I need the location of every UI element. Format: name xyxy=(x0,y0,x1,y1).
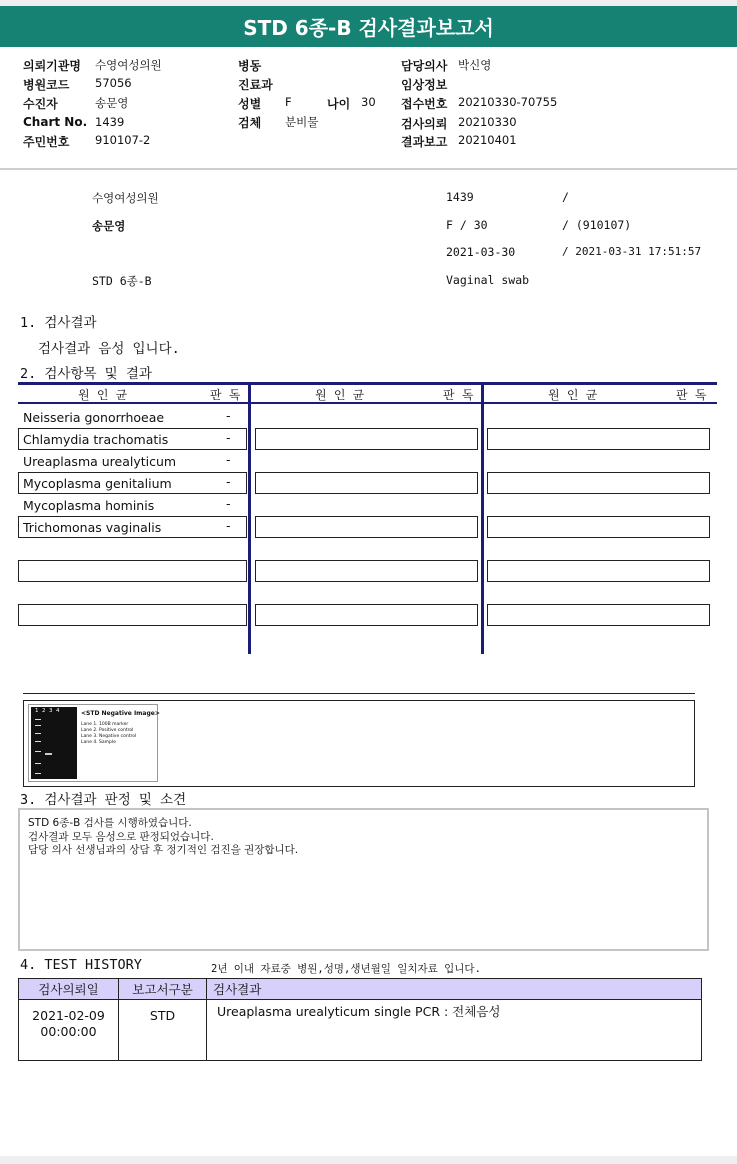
summary-test-name: STD 6종-B xyxy=(92,274,152,288)
dept-label: 진료과 xyxy=(238,78,273,92)
gel-top-rule xyxy=(23,693,695,694)
marker-band xyxy=(35,741,41,742)
marker-band xyxy=(35,773,41,774)
pathogen-result: - xyxy=(226,430,231,445)
section4-note: 2년 이내 자료중 병원,성명,생년월일 일치자료 입니다. xyxy=(211,963,481,975)
marker-band xyxy=(35,719,41,720)
ward-label: 병동 xyxy=(238,59,262,73)
col-pathogen-2: 원 인 균 xyxy=(315,388,365,402)
col-result-3: 판 독 xyxy=(676,388,707,402)
sex-label: 성별 xyxy=(238,97,262,111)
report-date-value: 20210401 xyxy=(458,133,517,147)
row-box xyxy=(487,428,710,450)
history-date-cell xyxy=(19,1000,119,1061)
pathogen-result: - xyxy=(226,518,231,533)
marker-band xyxy=(35,763,41,764)
history-col-date: 검사의뢰일 xyxy=(19,979,119,1000)
receipt-value: 20210330-70755 xyxy=(458,95,558,109)
pathogen-name: Ureaplasma urealyticum xyxy=(23,454,177,469)
gel-thumbnail xyxy=(28,704,158,782)
pathogen-result: - xyxy=(226,408,231,423)
section2-title: 2. 검사항목 및 결과 xyxy=(20,366,152,382)
row-box xyxy=(255,560,478,582)
row-box xyxy=(487,560,710,582)
specimen-label: 검체 xyxy=(238,116,262,130)
pathogen-result: - xyxy=(226,474,231,489)
marker-band xyxy=(35,725,41,726)
marker-band xyxy=(35,733,41,734)
summary-chart-no: 1439 xyxy=(446,190,474,204)
summary-slash: / xyxy=(562,190,569,204)
opinion-box xyxy=(18,808,709,951)
hospital-code-value: 57056 xyxy=(95,76,132,90)
history-result: Ureaplasma urealyticum single PCR : 전체음성 xyxy=(207,1000,702,1061)
opinion-line: STD 6종-B 검사를 시행하였습니다. xyxy=(28,817,192,829)
gel-lane3: Lane 3. Negative control xyxy=(81,734,137,739)
history-row xyxy=(19,1000,702,1061)
section1-title: 1. 검사결과 xyxy=(20,315,97,331)
report-title: STD 6종-B 검사결과보고서 xyxy=(0,6,737,47)
column-divider-2 xyxy=(481,382,484,654)
rrn-value: 910107-2 xyxy=(95,133,151,147)
summary-request-date: 2021-03-30 xyxy=(446,245,516,259)
row-box xyxy=(487,516,710,538)
history-time: 00:00:00 xyxy=(40,1024,97,1039)
doctor-value: 박신영 xyxy=(458,58,492,72)
chart-value: 1439 xyxy=(95,115,125,129)
history-table xyxy=(18,978,702,1061)
pathogen-name: Mycoplasma genitalium xyxy=(23,476,172,491)
report-date-label: 결과보고 xyxy=(401,135,448,149)
col-result-1: 판 독 xyxy=(210,388,241,402)
history-type: STD xyxy=(119,1000,207,1061)
chart-label: Chart No. xyxy=(23,115,88,129)
summary-specimen: Vaginal swab xyxy=(446,273,530,287)
summary-institution: 수영여성의원 xyxy=(92,191,159,205)
row-box xyxy=(255,516,478,538)
section3-title: 3. 검사결과 판정 및 소견 xyxy=(20,792,187,808)
gel-title: <STD Negative Image> xyxy=(81,710,160,717)
pathogen-result: - xyxy=(226,452,231,467)
hospital-code-label: 병원코드 xyxy=(23,78,70,92)
request-label: 검사의뢰 xyxy=(401,117,448,131)
clinical-label: 임상정보 xyxy=(401,78,448,92)
request-value: 20210330 xyxy=(458,115,517,129)
patient-value: 송문영 xyxy=(95,96,129,110)
institution-label: 의뢰기관명 xyxy=(23,59,81,73)
table-top-rule xyxy=(18,382,717,385)
rrn-label: 주민번호 xyxy=(23,135,70,149)
receipt-label: 접수번호 xyxy=(401,97,448,111)
col-result-2: 판 독 xyxy=(443,388,474,402)
sex-value: F xyxy=(285,95,292,109)
positive-band xyxy=(45,753,52,755)
column-divider-1 xyxy=(248,382,251,654)
summary-sex-age: F / 30 xyxy=(446,218,488,232)
history-date: 2021-02-09 xyxy=(32,1008,105,1023)
pathogen-name: Trichomonas vaginalis xyxy=(23,520,162,535)
section4-title: 4. TEST HISTORY xyxy=(20,957,142,973)
opinion-line: 담당 의사 선생님과의 상담 후 정기적인 검진을 권장합니다. xyxy=(28,844,299,856)
marker-band xyxy=(35,751,41,752)
pathogen-result: - xyxy=(226,496,231,511)
patient-label: 수진자 xyxy=(23,97,58,111)
doctor-label: 담당의사 xyxy=(401,59,448,73)
specimen-value: 분비물 xyxy=(285,115,319,129)
gel-lane4: Lane 4. Sample xyxy=(81,740,116,745)
col-pathogen-1: 원 인 균 xyxy=(78,388,128,402)
pathogen-name: Chlamydia trachomatis xyxy=(23,432,169,447)
history-header-row xyxy=(19,979,702,1000)
row-box xyxy=(487,604,710,626)
bottom-strip xyxy=(0,1156,737,1164)
summary-birth: / (910107) xyxy=(562,218,632,232)
row-box xyxy=(255,472,478,494)
gel-lane1: Lane 1. 100B marker xyxy=(81,722,129,727)
opinion-text xyxy=(28,817,298,858)
institution-value: 수영여성의원 xyxy=(95,58,162,72)
summary-report-datetime: / 2021-03-31 17:51:57 xyxy=(562,245,702,258)
row-box xyxy=(255,604,478,626)
row-box xyxy=(18,604,247,626)
gel-lane-numbers: 1 2 3 4 xyxy=(35,708,60,714)
pathogen-name: Neisseria gonorrhoeae xyxy=(23,410,165,425)
section1-text: 검사결과 음성 입니다. xyxy=(38,341,180,357)
age-label: 나이 xyxy=(327,97,351,111)
summary-patient: 송문영 xyxy=(92,219,126,233)
age-value: 30 xyxy=(361,95,376,109)
row-box xyxy=(487,472,710,494)
pathogen-name: Mycoplasma hominis xyxy=(23,498,155,513)
gel-image xyxy=(31,707,77,779)
gel-lane2: Lane 2. Positive control xyxy=(81,728,134,733)
row-box xyxy=(255,428,478,450)
col-pathogen-3: 원 인 균 xyxy=(548,388,598,402)
opinion-line: 검사결과 모두 음성으로 판정되었습니다. xyxy=(28,830,214,843)
row-box xyxy=(18,560,247,582)
header-divider xyxy=(0,168,737,170)
history-col-type: 보고서구분 xyxy=(119,979,207,1000)
history-col-result: 검사결과 xyxy=(207,979,702,1000)
